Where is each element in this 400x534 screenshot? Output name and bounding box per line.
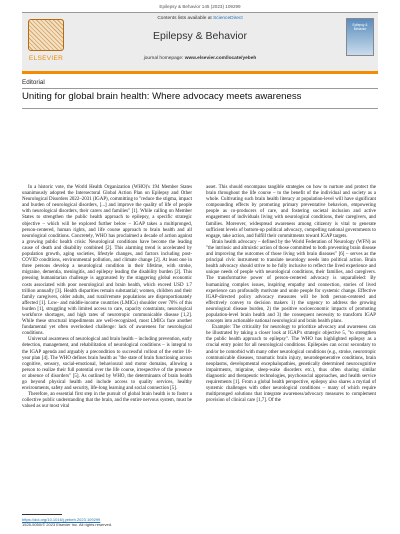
paragraph: asset. This should encompass tangible strategies on how to nurture and protect the brain throughout the life course – to the benefit of the individual and society as a whole. Cultivating such brain health literacy at population-level will have significant compounding effects by promoting primary preventative behaviors, empowering people as co-producers of care, and fostering societal inclusion and active engagement of individuals living with neurological conditions, their caregivers, and families. Moreover, widespread awareness among citizenry is vital to generate sufficient levels of bottom-up political advocacy, compelling national governments to engage, take action, and fulfill their commitments toward IGAP targets. (206, 185, 376, 239)
journal-masthead (22, 12, 378, 74)
paragraph: Brain health advocacy – defined by the World Federation of Neurology (WFN) as "the intrinsic and altruistic action of those committed to both preventing brain disease and improving the outcomes of those living with brain diseases" [6] – serves as the principal civic instrument to translate neurology needs into political action. Brain health advocacy should strive to be fully inclusive to reflect the lived experience and unique needs of people with neurological conditions, their families, and caregivers. The transformative power of person-centered advocacy is unparalleled: By humanizing complex issues, inspiring empathy and connection, stories of lived experience can profoundly motivate and unite people for systemic change. Effective IGAP-directed policy advocacy measures will be both person-centered and effectively convey to decision makers 1) the urgency to address the growing neurological disease burden, 2) the positive socioeconomic impacts of promoting population-level brain health and 3) the consequent necessity to transform IGAP concepts into actionable national neurological and brain health plans. (206, 239, 376, 325)
journal-cover-thumbnail[interactable] (346, 18, 374, 56)
right-column (206, 185, 376, 404)
footer-rule (22, 514, 62, 515)
paragraph: Universal awareness of neurological and brain health – including prevention, early detection, management, and rehabilitation of neurological conditions – is integral to the IGAP agenda and arguably a precondition to successful rollout of the entire 10-year plan [4]. The WHO defines brain health as "the state of brain functioning across cognitive, sensory, social-emotional, behavioural and motor domains, allowing a person to realize their full potential over the life course, irrespective of the presence or absence of disorders" [5]. As outlined by WHO, the determinants of brain health go beyond physical health and include access to quality services, healthy environments, safety and security, life-long learning and social connection [5]. (22, 337, 192, 392)
paragraph: Example: The criticality for neurology to prioritize advocacy and awareness can be illustrated by taking a closer look at IGAP's strategic objective 5, "to strengthen the public health approach to epilepsy". The WHO has highlighted epilepsy as a crucial entry point for all neurological conditions. Epilepsies can occur secondary to and/or be comorbid with many other neurological conditions (e.g., stroke, neurotropic communicable diseases, traumatic brain injury, neurodegenerative conditions, brain neoplasms, developmental encephalopathies, genetically determined neurocognitive impairments, migraine, sleep-wake disorders etc.), thus often sharing similar diagnostic and therapeutic technologies, psychosocial approaches, and health service requirements [1]. From a global health perspective, epilepsy also shares a myriad of systemic challenges with other neurological conditions – many of which require multipronged solutions that integrate awareness/advocacy measures to complement provision of clinical care [1,7]. Of the (206, 325, 376, 404)
cover-title: Epilepsy & Behavior (352, 23, 368, 31)
article-footer (22, 517, 242, 527)
paragraph: Therefore, an essential first step in the pursuit of global brain health is to foster a collective public understanding that the brain, and the entire nervous system, must be valued as our most vital (22, 392, 192, 410)
copyright-notice: 1525-5050/© 2023 Elsevier Inc. All rights reserved. (22, 522, 113, 527)
contents-line (22, 16, 378, 21)
contents-prefix: Contents lists available at (157, 16, 214, 21)
homepage-link[interactable]: www.elsevier.com/locate/yebeh (184, 56, 257, 61)
homepage-prefix: journal homepage: (143, 56, 185, 61)
article-type: Editorial (22, 79, 45, 86)
sciencedirect-link[interactable]: ScienceDirect (213, 16, 243, 21)
doi-link[interactable]: https://doi.org/10.1016/j.yebeh.2023.109299 (22, 517, 101, 522)
paragraph: In a historic vote, the World Health Organization (WHO)'s 194 Member States unanimously adopted the Intersectoral Global Action Plan on Epilepsy and Other Neurological Disorders 2022–2031 (IGAP), committing to "reduce the stigma, impact and burden of neurological disorders, [...] and improve the quality of life of people with neurological disorders, their carers and families" [1]. While calling on Member States to strengthen the public health approach to epilepsy, a specific strategic objective – which will be explored further below – IGAP takes a multipronged, person-centered, human rights, and life course approach to brain health and all neurological conditions. Concretely, WHO has proclaimed a decade of action against a growing public health crisis: Neurological conditions have become the leading cause of death and disability combined [2]. This alarming trend is accelerated by population growth, aging societies, lifestyle changes, and factors including post-COVID conditions, environmental pollution, and climate change [2]. At least one in three persons develop a neurological condition in their lifetime, with stroke, migraine, dementia, meningitis, and epilepsy leading the disability burden [2]. This pressing humanitarian challenge is aggravated by the staggering global economic costs associated with poor neurological and brain health, which exceed USD 1.7 trillion annually [3]. Health disparities remain substantial; women, children and their family caregivers, older adults, and rural/remote populations are disproportionately affected [1]. Low- and middle-income countries (LMICs) shoulder over 70% of this burden [1], struggling with limited access to care, capacity constraints, neurological workforce shortages, and high rates of neurotropic communicable disease [1,2]. While these structural impediments are well-recognized, most LMICs face another fundamental yet often overlooked challenge: lack of awareness for neurological conditions. (22, 185, 192, 337)
elsevier-wordmark: ELSEVIER (28, 55, 64, 62)
title-divider-bottom (22, 108, 378, 109)
journal-homepage (22, 56, 378, 61)
journal-title: Epilepsy & Behavior (153, 30, 247, 42)
article-title: Uniting for global brain health: Where advocacy meets awareness (22, 91, 302, 102)
left-column (22, 185, 192, 410)
journal-reference: Epilepsy & Behavior 145 (2023) 109299 (159, 4, 241, 9)
title-divider-top (22, 88, 378, 89)
